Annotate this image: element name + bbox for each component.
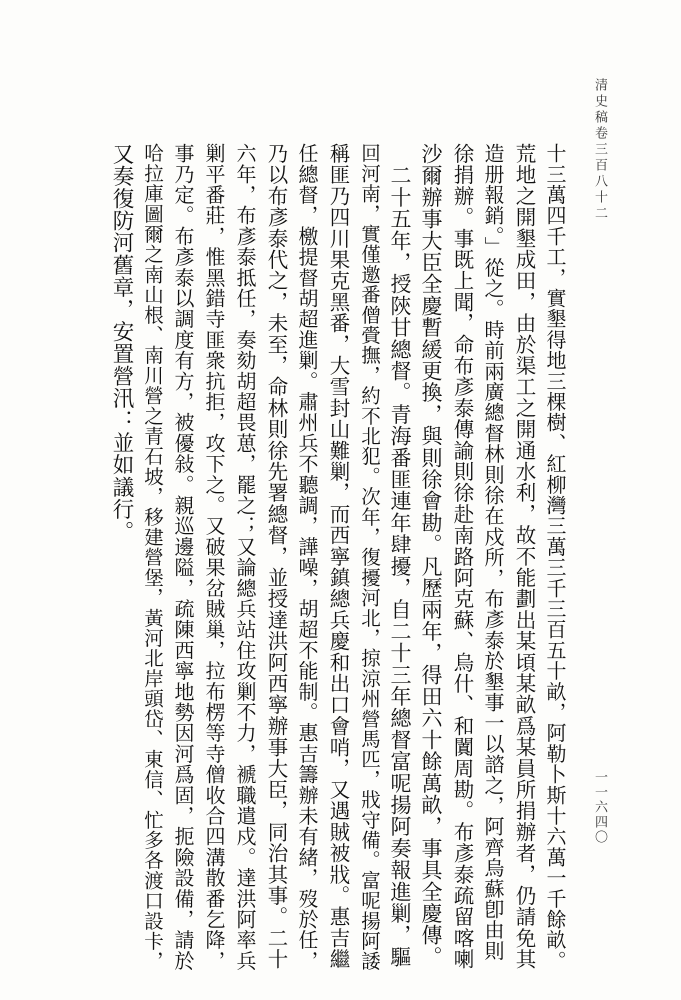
text-column-14: 哈拉庫圖爾之南山根、南川營之青石坡，移建營堡，黃河北岸頭岱、東信、忙多各渡口設卡， (141, 143, 164, 972)
text-column-8: 稱匪乃四川果克黑番，大雪封山難剿，而西寧鎮總兵慶和出口會哨，又遇賊被戕。惠吉繼 (326, 143, 350, 970)
text-column-15: 又奏復防河舊章，安置營汛：並如議行。 (109, 143, 134, 543)
running-header: 清史稿卷三百八十二 (592, 78, 607, 222)
text-column-3: 造册報銷。」從之。時前兩廣總督林則徐在戍所，布彥泰於墾事一以諮之，阿齊烏蘇卽由則 (481, 143, 505, 961)
text-column-5: 沙爾辦事大臣全慶暫緩更換，與則徐會勘。凡歷兩年，得田六十餘萬畝，事具全慶傳。 (419, 143, 443, 968)
text-column-2: 荒地之開墾成田，由於渠工之開通水利，故不能劃出某頃某畝爲某員所捐辦者，仍請免其 (512, 143, 536, 970)
text-column-12: 剿平番莊，惟黑錯寺匪衆抗拒，攻下之。又破果岔賊巢，拉布楞等寺僧收合四溝散番乞降， (202, 143, 226, 971)
text-column-11: 六年，布彥泰抵任，奏劾胡超畏葸，罷之；又論總兵站住攻剿不力，褫職遣戍。達洪阿率兵 (233, 143, 257, 971)
text-column-9: 任總督，檄提督胡超進剿。肅州兵不聽調，譁噪，胡超不能制。惠吉籌辦未有緒，歿於任， (295, 143, 319, 971)
text-column-10: 乃以布彥泰代之，未至，命林則徐先署總督，並授達洪阿西寧辦事大臣，同治其事。二十 (264, 143, 288, 970)
text-column-6: 二十五年，授陝甘總督。青海番匪連年肆擾，自二十三年總督富呢揚阿奏報進剿，驅 (388, 143, 412, 968)
text-column-7: 回河南，實僅邀番僧賫撫，約不北犯。次年，復擾河北，掠涼州營馬匹，戕守備。富呢揚阿諉 (358, 143, 381, 972)
text-column-13: 事乃定。布彥泰以調度有方，被優敍。親巡邊隘，疏陳西寧地勢因河爲固，扼險設備，請於 (171, 143, 195, 971)
text-column-4: 徐捐辦。事既上聞，命布彥泰傳諭則徐赴南路阿克蘇、烏什、和闐周勘。布彥泰疏留喀喇 (450, 143, 474, 970)
page-number: 一一六四〇 (592, 770, 607, 845)
text-column-1: 十三萬四千工，實墾得地三棵樹、紅柳灣三萬三千三百五十畝，阿勒卜斯十六萬一千餘畝。 (543, 143, 567, 971)
